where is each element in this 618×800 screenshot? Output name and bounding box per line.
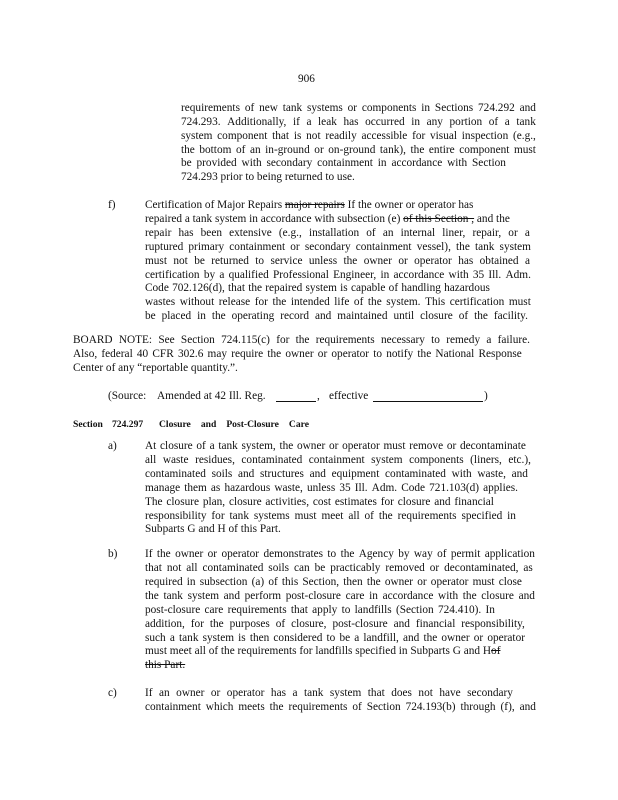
text-line: system component that is not readily accessible for visual inspection (e.g., (181, 130, 536, 142)
text-line: containment which meets the requirements of Section 724.193(b) through (f), and (145, 701, 536, 713)
item-label: b) (108, 548, 118, 560)
deleted-text: this Part. (145, 659, 186, 671)
text-line: be placed in the operating record and maintained until closure of the facility. (145, 310, 528, 322)
section-title: Closure and Post-Closure Care (159, 419, 309, 430)
text-line: that not all contaminated soils can be practicably removed or decontaminated, as (145, 562, 533, 574)
text-line: At closure of a tank system, the owner or operator must remove or decontaminate (145, 440, 526, 452)
text-line: such a tank system is then considered to be a landfill, and the owner or operator (145, 632, 525, 644)
text-line: Certification of Major Repairs major repairs If the owner or operator has (145, 199, 474, 211)
deleted-text: of this Section , (403, 213, 475, 225)
text-line: be provided with secondary containment in accordance with Section (181, 157, 506, 169)
text-line: If the owner or operator demonstrates to the Agency by way of permit application (145, 548, 535, 560)
text-line: required in subsection (a) of this Section, then the owner or operator must close (145, 576, 522, 588)
text-line: must meet all of the requirements for landfills specified in Subparts G and Hof (145, 645, 501, 657)
text-line: requirements of new tank systems or components in Sections 724.292 and (181, 102, 536, 114)
text-line: ruptured primary containment or secondary containment vessel), the tank system (145, 241, 531, 253)
text-line: Code 702.126(d), that the repaired system is capable of handling hazardous (145, 282, 490, 294)
text-line: addition, for the purposes of closure, post-closure and financial responsibility, (145, 618, 525, 630)
section-label: Section (73, 419, 103, 430)
text-line: Subparts G and H of this Part. (145, 523, 281, 535)
text-line: BOARD NOTE: See Section 724.115(c) for the requirements necessary to remedy a failure. (73, 334, 530, 346)
source-label: (Source: (108, 390, 147, 402)
text-line: responsibility for tank systems must meet all of the requirements specified in (145, 510, 516, 522)
text-line: wastes without release for the intended life of the system. This certification must (145, 296, 531, 308)
text-line: repair has been extensive (e.g., installation of an internal liner, repair, or a (145, 227, 530, 239)
text-line: contaminated soils and structures and equipment contaminated with waste, and (145, 468, 528, 480)
source-effective: effective (329, 390, 369, 402)
deleted-text: major repairs (284, 199, 345, 211)
source-close: ) (484, 390, 488, 402)
deleted-text: of (491, 645, 501, 657)
text-line: repaired a tank system in accordance with subsection (e) of this Section , and the (145, 213, 510, 225)
text-line: the tank system and perform post-closure care in accordance with the closure and (145, 590, 535, 602)
text-line: Center of any “reportable quantity.”. (73, 362, 238, 374)
text-line: the bottom of an in-ground or on-ground tank), the entire component must (181, 144, 536, 156)
register-blank (276, 390, 316, 402)
text-line: must not be returned to service unless the owner or operator has obtained a (145, 255, 530, 267)
item-label: a) (108, 440, 117, 452)
text-line: 724.293. Additionally, if a leak has occurred in any portion of a tank (181, 116, 536, 128)
page-number: 906 (298, 73, 315, 85)
text-line: certification by a qualified Professional Engineer, in accordance with 35 Ill. Adm. (145, 269, 531, 281)
item-label: f) (108, 199, 116, 211)
source-comma: , (317, 390, 320, 402)
text-line: 724.293 prior to being returned to use. (181, 171, 355, 183)
text-line: The closure plan, closure activities, cost estimates for closure and financial (145, 496, 494, 508)
text-line: Also, federal 40 CFR 302.6 may require the owner or operator to notify the National Response (73, 348, 522, 360)
text-line: all waste residues, contaminated containment system components (liners, etc.), (145, 454, 531, 466)
effective-date-blank (373, 390, 483, 402)
text-line: post-closure care requirements that apply to landfills (Section 724.410). In (145, 604, 495, 616)
text-line: manage them as hazardous waste, unless 35 Ill. Adm. Code 721.103(d) applies. (145, 482, 518, 494)
source-amended: Amended at 42 Ill. Reg. (157, 390, 266, 402)
item-label: c) (108, 687, 117, 699)
section-number: 724.297 (112, 419, 144, 430)
text-line: If an owner or operator has a tank system that does not have secondary (145, 687, 513, 699)
